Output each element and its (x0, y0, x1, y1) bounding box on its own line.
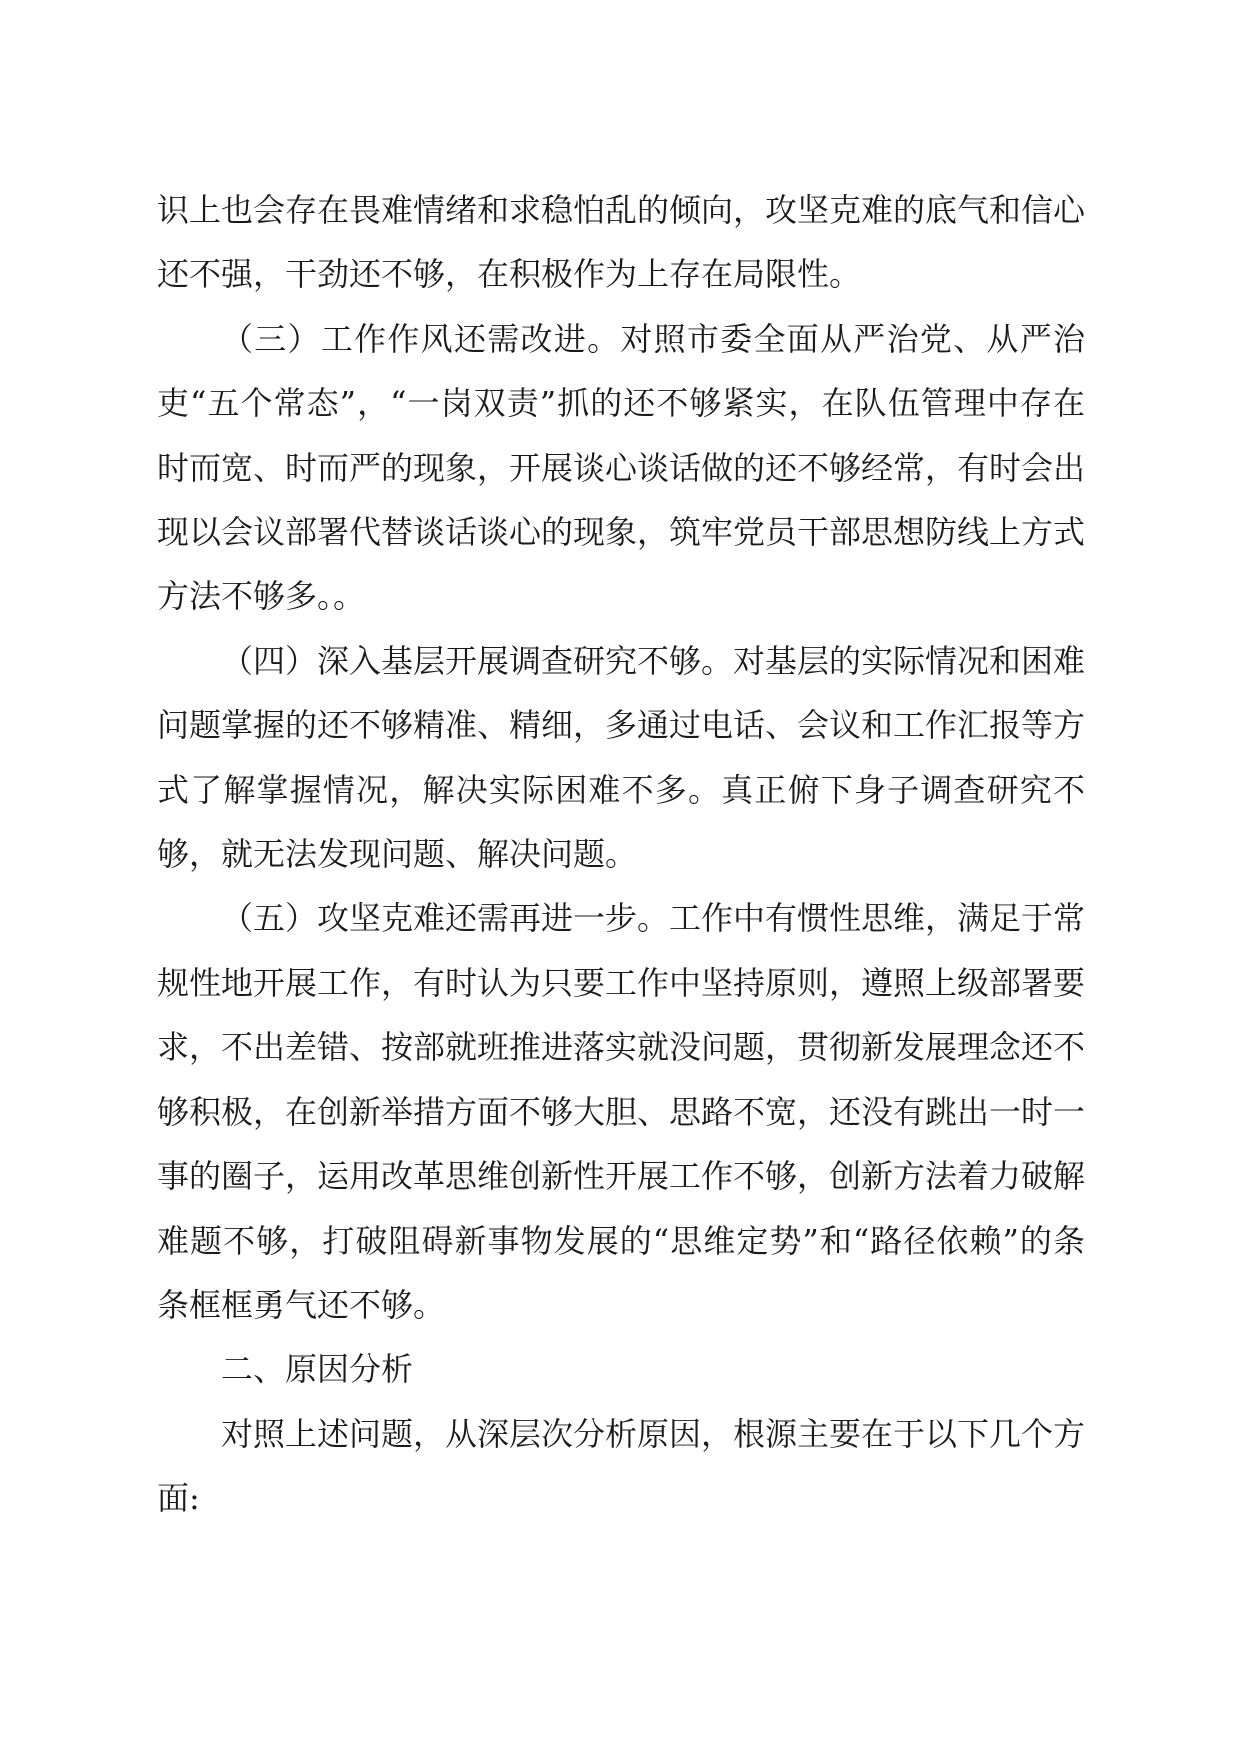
paragraph-section-4: （四）深入基层开展调查研究不够。对基层的实际情况和困难问题掌握的还不够精准、精细，多通过电话、会议和工作汇报等方式了解掌握情况，解决实际困难不多。真正俯下身子调查研究不够，就无法发现问题、解决问题。 (157, 641, 1086, 874)
document-body (157, 178, 1085, 1531)
heading-cause-analysis: 二、原因分析 (221, 1350, 414, 1389)
paragraph-analysis-intro: 对照上述问题，从深层次分析原因，根源主要在于以下几个方面: (157, 1414, 1086, 1518)
paragraph-section-3: （三）工作作风还需改进。对照市委全面从严治党、从严治吏“五个常态”，“一岗双责”抓的还不够紧实，在队伍管理中存在时而宽、时而严的现象，开展谈心谈话做的还不够经常，有时会出现以会议部署代替谈话谈心的现象，筑牢党员干部思想防线上方式方法不够多。。 (157, 319, 1086, 616)
paragraph-section-5: （五）攻坚克难还需再进一步。工作中有惯性思维，满足于常规性地开展工作，有时认为只要工作中坚持原则，遵照上级部署要求，不出差错、按部就班推进落实就没问题，贯彻新发展理念还不够积极，在创新举措方面不够大胆、思路不宽，还没有跳出一时一事的圈子，运用改革思维创新性开展工作不够，创新方法着力破解难题不够，打破阻碍新事物发展的“思维定势”和“路径依赖”的条条框框勇气还不够。 (157, 899, 1086, 1324)
paragraph-continuation: 识上也会存在畏难情绪和求稳怕乱的倾向，攻坚克难的底气和信心还不强，干劲还不够，在积极作为上存在局限性。 (157, 191, 1086, 294)
